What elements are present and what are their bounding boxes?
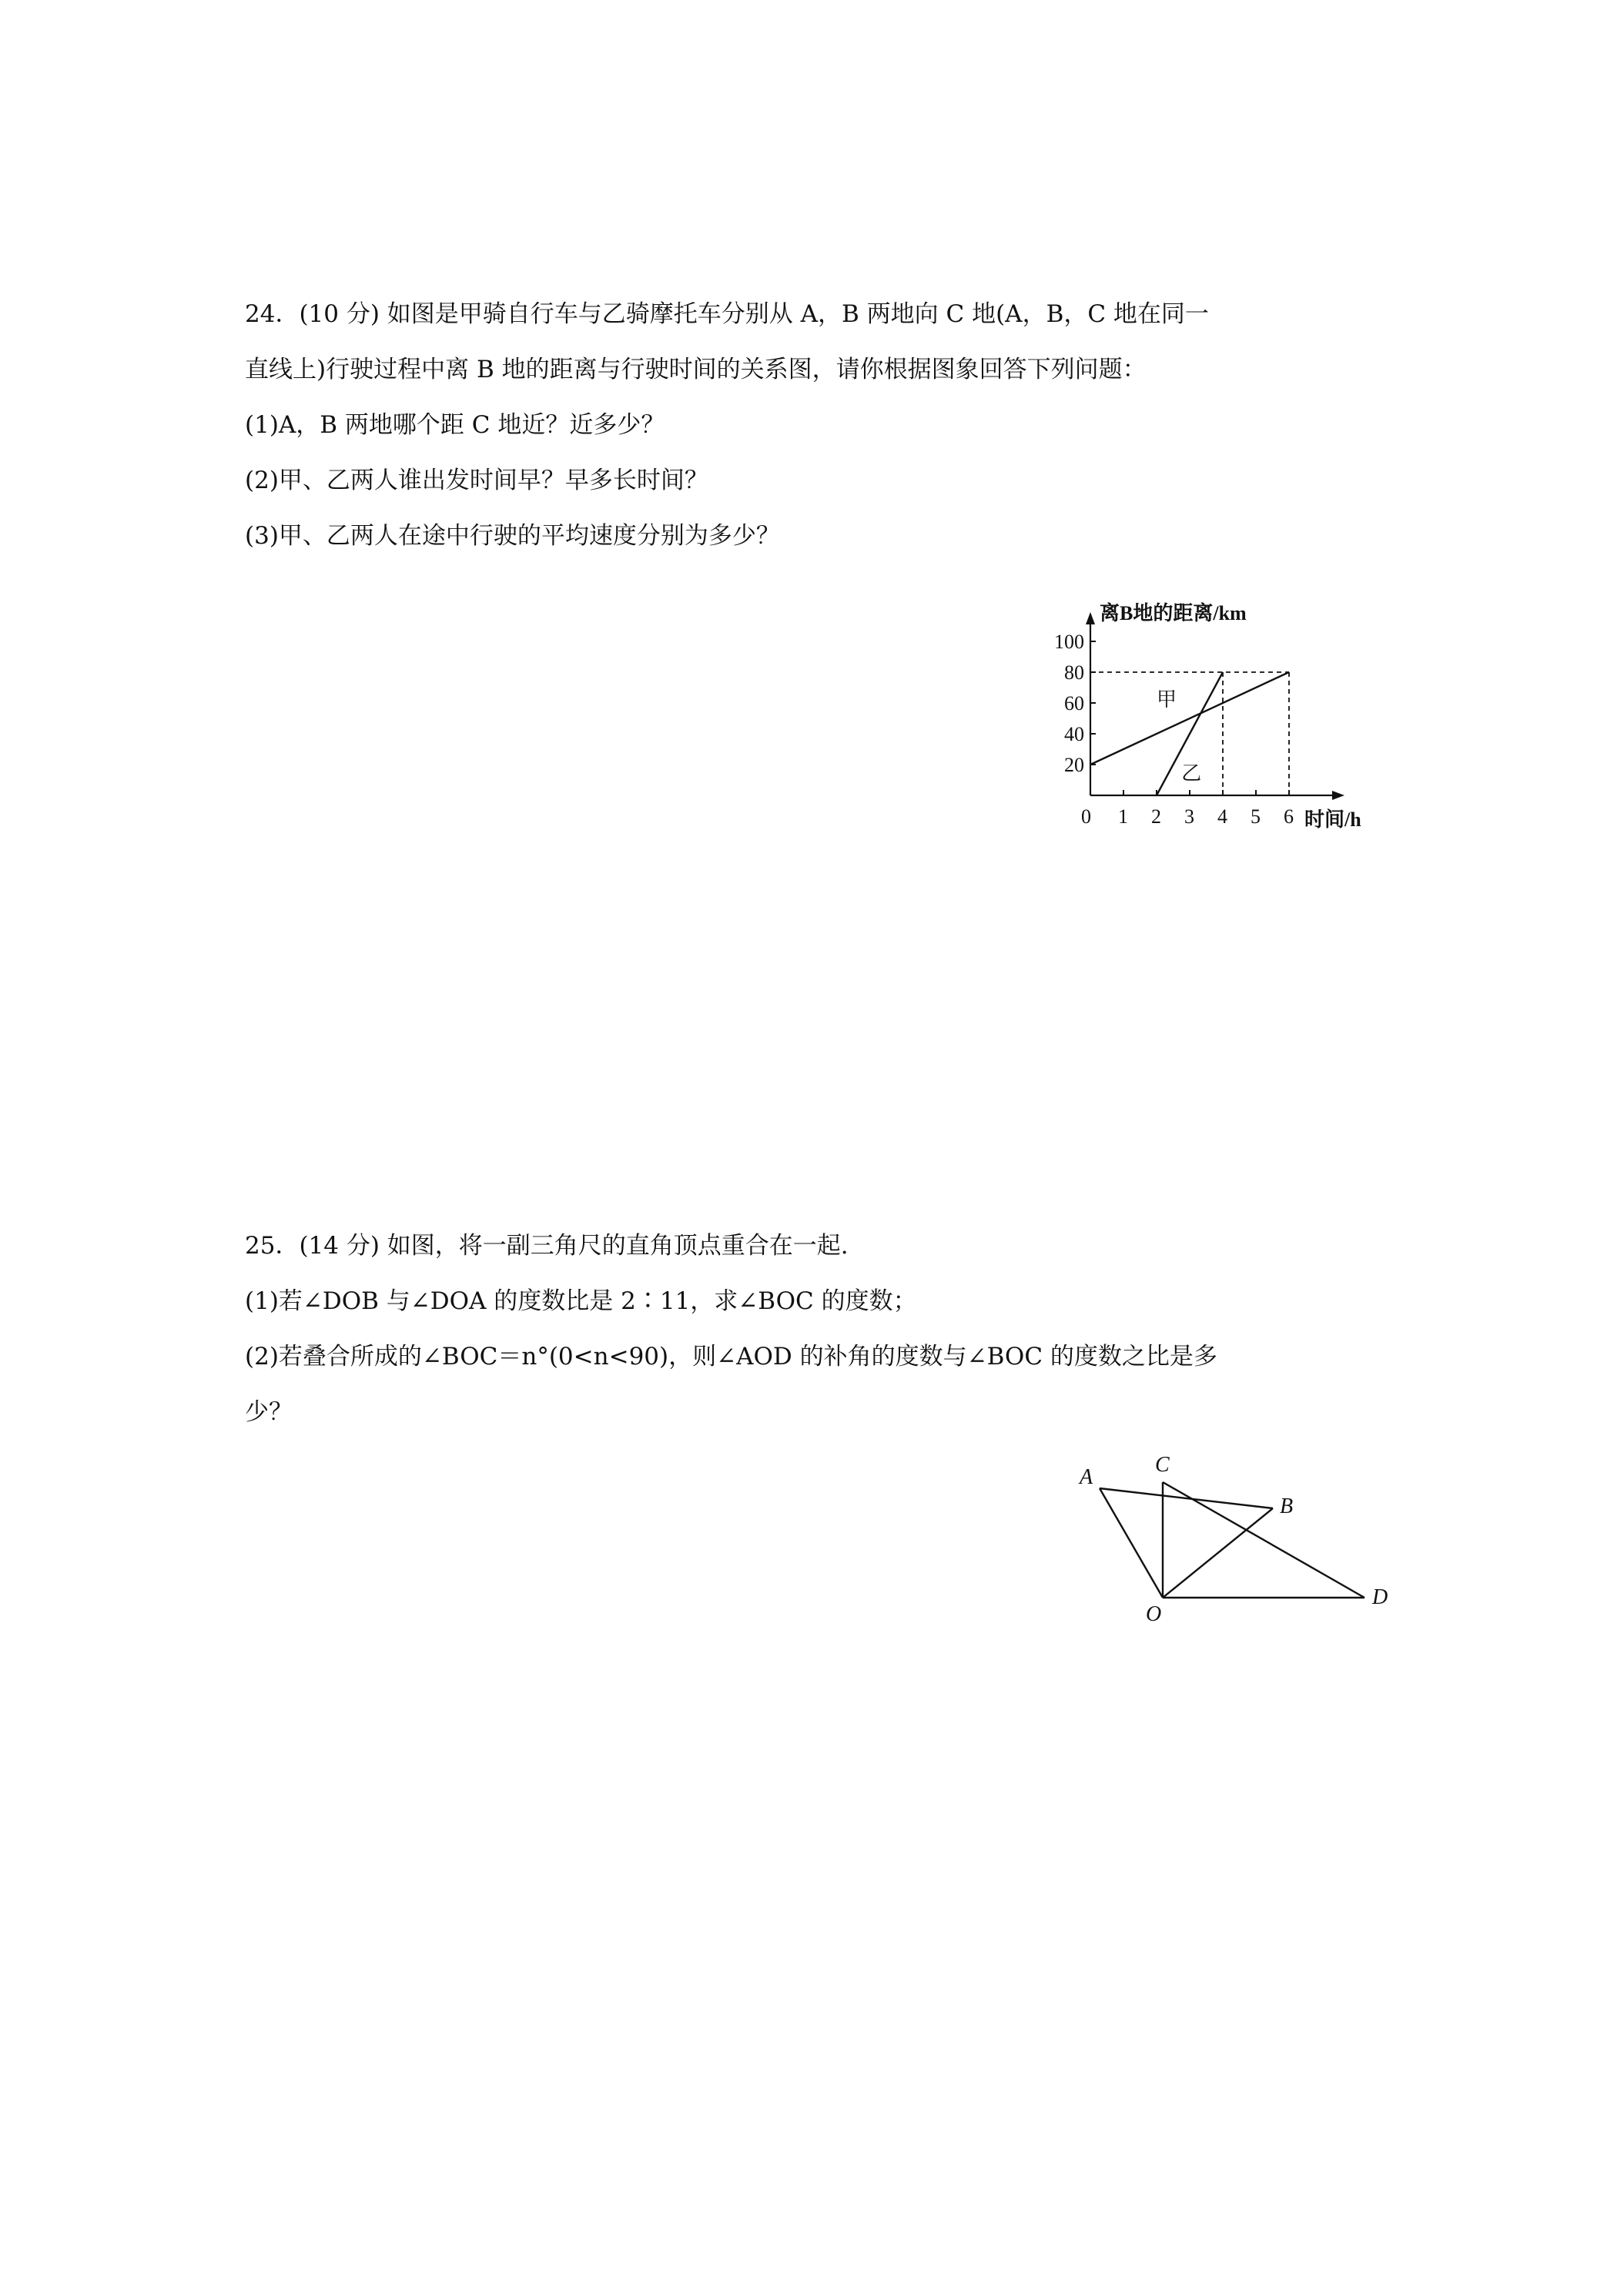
x-tick-label-5: 5 [1251, 805, 1261, 828]
y-tick-label-60: 60 [1064, 692, 1084, 715]
y-tick-label-20: 20 [1064, 754, 1084, 776]
x-tick-label-0: 0 [1081, 805, 1091, 828]
x-tick-label-4: 4 [1217, 805, 1227, 828]
q25-line-4: 少？ [245, 1398, 293, 1426]
distance-time-chart [1024, 558, 1409, 835]
vertex-label-C: C [1155, 1453, 1170, 1477]
segment-OA [1100, 1488, 1163, 1598]
vertex-label-D: D [1372, 1585, 1388, 1609]
vertex-label-A: A [1080, 1465, 1093, 1489]
y-axis-label: 离B地的距离/km [1100, 602, 1247, 624]
q24-line-1: 24．(10 分) 如图是甲骑自行车与乙骑摩托车分别从 A，B 两地向 C 地(A，B，C 地在同一 [245, 300, 1209, 328]
segment-AB [1100, 1488, 1273, 1508]
x-axis-arrow [1332, 791, 1344, 800]
x-tick-label-6: 6 [1284, 805, 1294, 828]
set-squares-figure [1063, 1444, 1401, 1626]
q24-line-2: 直线上)行驶过程中离 B 地的距离与行驶时间的关系图，请你根据图象回答下列问题： [245, 356, 1147, 383]
vertex-label-B: B [1280, 1494, 1294, 1518]
x-tick-label-2: 2 [1151, 805, 1161, 828]
x-axis-label: 时间/h [1304, 808, 1361, 831]
y-axis-arrow [1086, 612, 1095, 624]
series-label-yi: 乙 [1181, 762, 1202, 785]
x-tick-label-3: 3 [1184, 805, 1194, 828]
series-line-0 [1090, 672, 1289, 765]
question-25 [245, 1218, 1385, 1440]
q25-line-1: 25．(14 分) 如图，将一副三角尺的直角顶点重合在一起. [245, 1232, 849, 1260]
y-tick-label-100: 100 [1054, 631, 1084, 653]
y-tick-label-40: 40 [1064, 723, 1084, 745]
y-tick-label-80: 80 [1064, 661, 1084, 684]
q25-line-2: (1)若∠DOB 与∠DOA 的度数比是 2∶11，求∠BOC 的度数； [245, 1287, 917, 1315]
q24-line-5: (3)甲、乙两人在途中行驶的平均速度分别为多少？ [245, 522, 780, 550]
series-label-jia: 甲 [1157, 688, 1177, 711]
q24-line-3: (1)A，B 两地哪个距 C 地近？近多少？ [245, 411, 665, 439]
vertex-label-O: O [1146, 1602, 1162, 1626]
segment-CD [1163, 1482, 1364, 1598]
segment-OB [1163, 1508, 1273, 1598]
q24-line-4: (2)甲、乙两人谁出发时间早？早多长时间？ [245, 467, 708, 494]
x-tick-label-1: 1 [1118, 805, 1128, 828]
q25-line-3: (2)若叠合所成的∠BOC＝n°(0<n<90)，则∠AOD 的补角的度数与∠BOC 的度数之比是多 [245, 1343, 1217, 1371]
question-24 [245, 286, 1385, 564]
